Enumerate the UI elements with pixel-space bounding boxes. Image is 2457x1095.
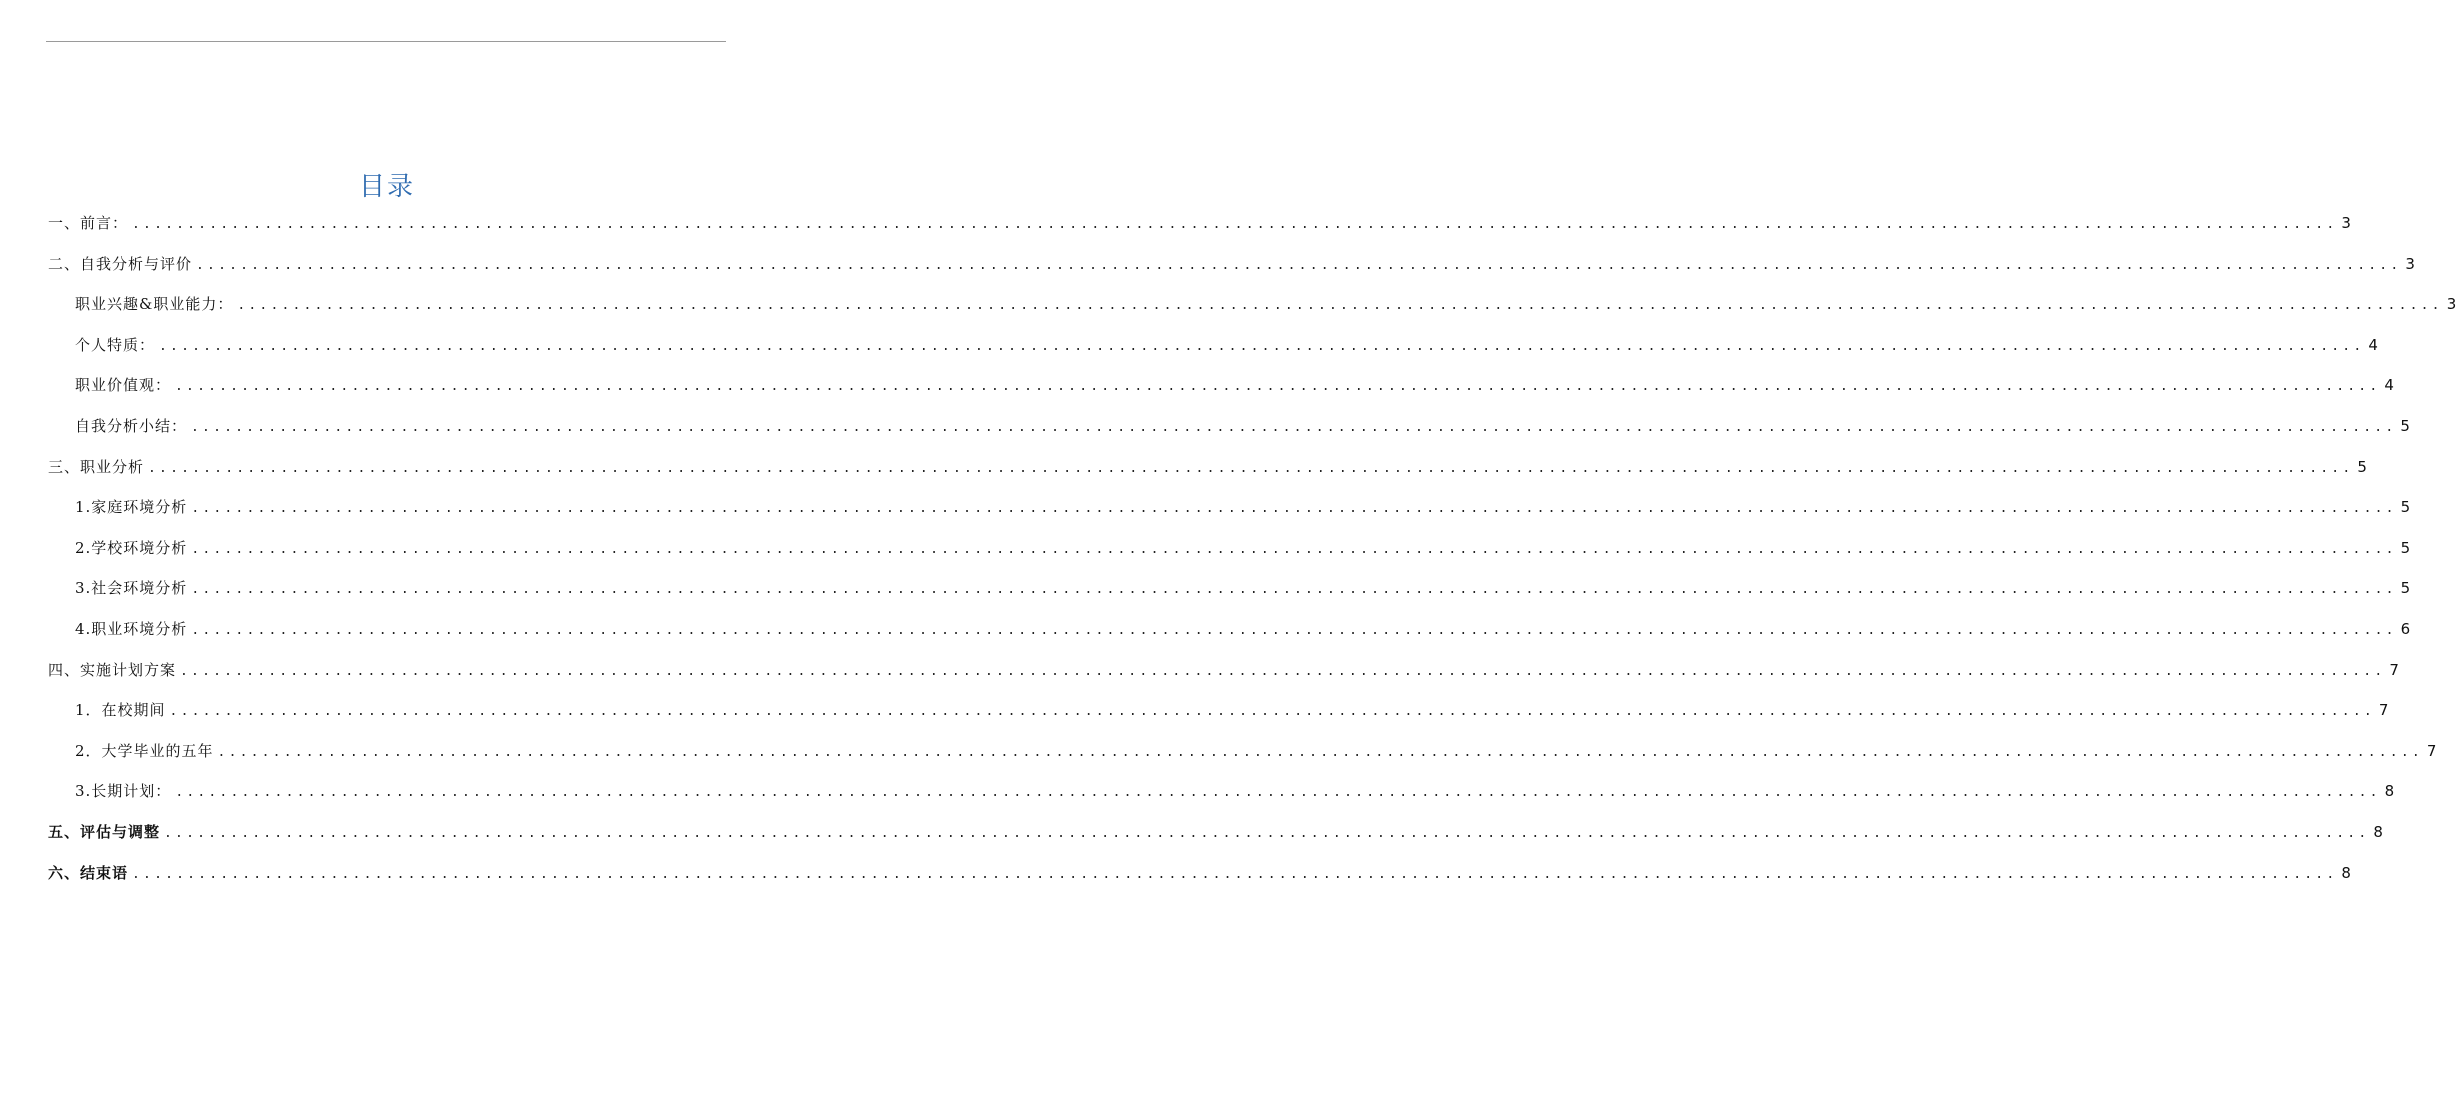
toc-dot-leader: ........................................................................................................................................................................................................ bbox=[217, 744, 2423, 760]
toc-dot-leader: ........................................................................................................................................................................................................ bbox=[148, 460, 2354, 476]
toc-entry-label: 一、前言： bbox=[48, 214, 129, 232]
toc-dot-leader: ........................................................................................................................................................................................................ bbox=[191, 582, 2397, 598]
toc-entry-page: 6 bbox=[2400, 619, 2412, 638]
toc-entry-label: 职业兴趣&职业能力： bbox=[75, 295, 234, 314]
table-of-contents bbox=[48, 207, 2457, 897]
toc-entry-label: 2．大学毕业的五年 bbox=[75, 741, 214, 760]
toc-entry[interactable] bbox=[48, 572, 2412, 613]
header-rule bbox=[46, 41, 726, 42]
toc-entry[interactable] bbox=[48, 532, 2412, 573]
toc-entry[interactable] bbox=[48, 694, 2390, 735]
toc-dot-leader: ........................................................................................................................................................................................................ bbox=[237, 298, 2443, 314]
toc-entry[interactable] bbox=[48, 369, 2395, 410]
toc-entry[interactable] bbox=[48, 288, 2457, 329]
toc-entry-page: 8 bbox=[2373, 822, 2384, 841]
toc-entry-page: 8 bbox=[2341, 863, 2352, 882]
toc-entry-page: 5 bbox=[2400, 416, 2411, 435]
toc-entry[interactable] bbox=[48, 248, 2416, 289]
toc-entry-page: 7 bbox=[2378, 701, 2390, 720]
toc-dot-leader: ........................................................................................................................................................................................................ bbox=[175, 379, 2381, 395]
toc-entry-label: 四、实施计划方案 bbox=[48, 660, 177, 679]
toc-entry-label: 2.学校环境分析 bbox=[75, 538, 188, 557]
toc-entry[interactable] bbox=[48, 491, 2412, 532]
toc-entry[interactable] bbox=[48, 613, 2412, 654]
toc-entry-label: 3.长期计划： bbox=[75, 782, 172, 801]
toc-entry[interactable] bbox=[48, 857, 2352, 898]
toc-entry[interactable] bbox=[48, 654, 2400, 695]
toc-entry-page: 4 bbox=[2368, 335, 2379, 354]
toc-entry-label: 个人特质： bbox=[75, 335, 156, 354]
toc-entry-page: 5 bbox=[2357, 457, 2368, 476]
toc-entry-page: 7 bbox=[2389, 660, 2400, 679]
toc-entry-label: 职业价值观： bbox=[75, 376, 172, 395]
toc-entry-page: 4 bbox=[2384, 376, 2395, 395]
toc-entry[interactable] bbox=[48, 816, 2384, 857]
toc-dot-leader: ........................................................................................................................................................................................................ bbox=[191, 419, 2397, 435]
toc-entry-label: 三、职业分析 bbox=[48, 457, 145, 476]
toc-entry-page: 5 bbox=[2400, 538, 2412, 557]
toc-entry-page: 7 bbox=[2426, 741, 2438, 760]
toc-dot-leader: ........................................................................................................................................................................................................ bbox=[164, 825, 2370, 841]
toc-entry-label: 六、结束语 bbox=[48, 863, 129, 882]
toc-dot-leader: ........................................................................................................................................................................................................ bbox=[169, 704, 2375, 720]
toc-entry-page: 8 bbox=[2384, 782, 2396, 801]
toc-entry[interactable] bbox=[48, 329, 2379, 370]
toc-entry[interactable] bbox=[48, 410, 2411, 451]
toc-dot-leader: ........................................................................................................................................................................................................ bbox=[132, 866, 2338, 882]
toc-dot-leader: ........................................................................................................................................................................................................ bbox=[191, 541, 2397, 557]
toc-entry[interactable] bbox=[48, 207, 2352, 248]
toc-dot-leader: ........................................................................................................................................................................................................ bbox=[175, 785, 2381, 801]
toc-entry-page: 5 bbox=[2400, 579, 2412, 598]
toc-entry-label: 二、自我分析与评价 bbox=[48, 254, 193, 273]
toc-entry-label: 1.家庭环境分析 bbox=[75, 498, 188, 517]
toc-entry-label: 3.社会环境分析 bbox=[75, 579, 188, 598]
toc-entry-page: 5 bbox=[2400, 498, 2412, 517]
toc-title: 目录 bbox=[358, 172, 415, 202]
toc-entry-label: 4.职业环境分析 bbox=[75, 619, 188, 638]
toc-dot-leader: ........................................................................................................................................................................................................ bbox=[196, 257, 2402, 273]
toc-entry-page: 3 bbox=[2405, 254, 2416, 273]
toc-entry-page: 3 bbox=[2341, 214, 2352, 232]
toc-entry-page: 3 bbox=[2446, 295, 2457, 314]
toc-dot-leader: ........................................................................................................................................................................................................ bbox=[132, 217, 2338, 232]
toc-entry[interactable] bbox=[48, 451, 2368, 492]
toc-dot-leader: ........................................................................................................................................................................................................ bbox=[180, 663, 2386, 679]
toc-entry[interactable] bbox=[48, 775, 2396, 816]
toc-entry-label: 五、评估与调整 bbox=[48, 822, 161, 841]
toc-entry[interactable] bbox=[48, 735, 2438, 776]
toc-dot-leader: ........................................................................................................................................................................................................ bbox=[191, 622, 2397, 638]
toc-dot-leader: ........................................................................................................................................................................................................ bbox=[159, 338, 2365, 354]
toc-dot-leader: ........................................................................................................................................................................................................ bbox=[191, 501, 2397, 517]
toc-entry-label: 自我分析小结： bbox=[75, 416, 188, 435]
toc-entry-label: 1．在校期间 bbox=[75, 701, 166, 720]
